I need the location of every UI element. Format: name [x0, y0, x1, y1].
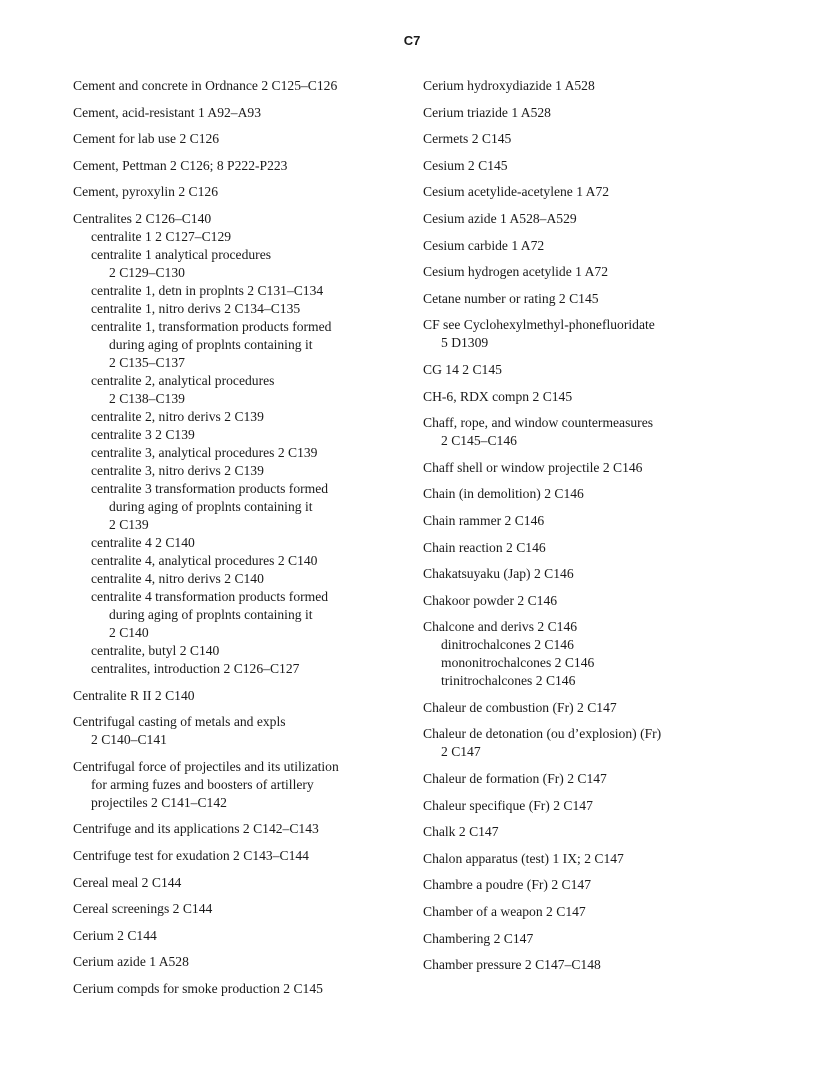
index-subentry: centralite 1, transformation products formed [91, 318, 332, 334]
index-entry-heading: Cesium 2 C145 [423, 157, 508, 173]
index-entry-heading: Chakatsuyaku (Jap) 2 C146 [423, 566, 574, 582]
index-entry-heading: Centralite R II 2 C140 [73, 687, 195, 703]
index-entry [423, 565, 723, 583]
index-entry-heading: Chamber pressure 2 C147–C148 [423, 957, 601, 973]
index-subentry: 5 D1309 [441, 335, 489, 351]
index-subentry: 2 C147 [441, 744, 481, 760]
index-subentry: centralite 3, nitro derivs 2 C139 [91, 462, 264, 478]
index-entry-heading: Centrifugal force of projectiles and its utilization [73, 758, 339, 774]
index-subentry: for arming fuzes and boosters of artillery [91, 776, 314, 792]
index-entry [423, 485, 723, 503]
index-entry-heading: Cement, acid-resistant 1 A92–A93 [73, 104, 262, 120]
index-entry [423, 77, 723, 95]
index-entry [423, 361, 723, 379]
index-entry-heading: Cement, Pettman 2 C126; 8 P222-P223 [73, 157, 288, 173]
index-entry-heading: Chakoor powder 2 C146 [423, 592, 558, 608]
index-entry-heading: Cerium 2 C144 [73, 927, 157, 943]
index-subentry: centralites, introduction 2 C126–C127 [91, 660, 300, 676]
index-subentry: 2 C129–C130 [109, 264, 185, 280]
right-column [423, 77, 723, 983]
index-entry-heading: Chalk 2 C147 [423, 824, 499, 840]
index-entry [423, 157, 723, 175]
index-entry-heading: CG 14 2 C145 [423, 361, 502, 377]
index-entry [73, 77, 403, 95]
index-entry [423, 797, 723, 815]
index-entry [73, 157, 403, 175]
index-entry-heading: Chambering 2 C147 [423, 930, 534, 946]
index-subentry: centralite 2, nitro derivs 2 C139 [91, 408, 264, 424]
index-entry-heading: Cermets 2 C145 [423, 131, 512, 147]
index-subentry: projectiles 2 C141–C142 [91, 794, 227, 810]
index-entry-heading: Centrifugal casting of metals and expls [73, 714, 286, 730]
index-subentry: centralite 4, analytical procedures 2 C140 [91, 552, 318, 568]
index-entry [423, 699, 723, 717]
index-subentry: centralite 1 analytical procedures [91, 246, 272, 262]
index-subentry: centralite 1, detn in proplnts 2 C131–C134 [91, 282, 324, 298]
index-subentry: centralite 4 2 C140 [91, 534, 195, 550]
index-entry [423, 183, 723, 201]
index-entry [423, 770, 723, 788]
index-entry-heading: Cereal meal 2 C144 [73, 874, 182, 890]
index-entry-heading: Cesium hydrogen acetylide 1 A72 [423, 264, 608, 280]
index-entry [423, 850, 723, 868]
index-subentry: centralite 3 transformation products formed [91, 480, 329, 496]
index-entry [73, 210, 403, 678]
index-entry [73, 900, 403, 918]
index-entry [73, 820, 403, 838]
index-entry-heading: Chaleur specifique (Fr) 2 C147 [423, 797, 593, 813]
index-subentry: 2 C139 [109, 516, 149, 532]
index-entry [423, 618, 723, 690]
index-entry [73, 687, 403, 705]
index-entry-heading: Chamber of a weapon 2 C147 [423, 904, 586, 920]
index-entry [423, 263, 723, 281]
index-entry [423, 388, 723, 406]
index-entry-heading: CF see Cyclohexylmethyl-phonefluoridate [423, 317, 655, 333]
index-entry-heading: Chaff, rope, and window countermeasures [423, 415, 654, 431]
index-entry [73, 874, 403, 892]
index-entry [423, 956, 723, 974]
index-subentry: centralite 4 transformation products formed [91, 588, 329, 604]
index-entry [423, 903, 723, 921]
index-entry-heading: Chaleur de detonation (ou d’explosion) (Fr) [423, 726, 662, 742]
index-entry-heading: Cerium compds for smoke production 2 C145 [73, 980, 323, 996]
index-entry-heading: Cesium acetylide-acetylene 1 A72 [423, 184, 610, 200]
index-entry [423, 930, 723, 948]
index-entry [423, 316, 723, 352]
index-entry-heading: Cereal screenings 2 C144 [73, 901, 213, 917]
index-entry [423, 459, 723, 477]
index-subentry: 2 C145–C146 [441, 433, 517, 449]
index-entry [423, 210, 723, 228]
index-subentry: 2 C135–C137 [109, 354, 185, 370]
index-entry [73, 980, 403, 998]
index-subentry: trinitrochalcones 2 C146 [441, 673, 576, 689]
index-entry-heading: Centrifuge test for exudation 2 C143–C144 [73, 847, 309, 863]
index-entry [423, 823, 723, 841]
index-entry-heading: CH-6, RDX compn 2 C145 [423, 388, 573, 404]
index-subentry: 2 C138–C139 [109, 390, 185, 406]
index-subentry: during aging of proplnts containing it [109, 606, 313, 622]
index-entry-heading: Cetane number or rating 2 C145 [423, 290, 599, 306]
index-entry-heading: Chambre a poudre (Fr) 2 C147 [423, 877, 591, 893]
index-entry [423, 290, 723, 308]
index-entry-heading: Cesium carbide 1 A72 [423, 237, 545, 253]
index-entry [73, 130, 403, 148]
index-entry [73, 183, 403, 201]
index-entry [73, 847, 403, 865]
index-entry [73, 104, 403, 122]
index-entry-heading: Chain rammer 2 C146 [423, 512, 545, 528]
index-entry [423, 414, 723, 450]
left-column [73, 77, 403, 1007]
index-subentry: during aging of proplnts containing it [109, 498, 313, 514]
index-entry [73, 758, 403, 812]
index-subentry: centralite 3, analytical procedures 2 C139 [91, 444, 318, 460]
index-entry-heading: Cerium hydroxydiazide 1 A528 [423, 78, 595, 93]
page-number: C7 [403, 33, 421, 48]
index-entry-heading: Centrifuge and its applications 2 C142–C143 [73, 821, 319, 837]
index-entry-heading: Chalcone and derivs 2 C146 [423, 619, 578, 635]
index-entry [73, 927, 403, 945]
index-entry-heading: Chain (in demolition) 2 C146 [423, 486, 584, 502]
index-entry-heading: Cerium azide 1 A528 [73, 954, 189, 970]
index-subentry: centralite 2, analytical procedures [91, 372, 275, 388]
index-entry-heading: Cement for lab use 2 C126 [73, 131, 220, 147]
index-entry [73, 953, 403, 971]
index-subentry: 2 C140 [109, 624, 149, 640]
index-entry [423, 104, 723, 122]
index-subentry: centralite, butyl 2 C140 [91, 642, 220, 658]
index-subentry: during aging of proplnts containing it [109, 336, 313, 352]
index-subentry: centralite 3 2 C139 [91, 426, 195, 442]
index-entry [423, 592, 723, 610]
index-entry [423, 539, 723, 557]
index-entry-heading: Chaff shell or window projectile 2 C146 [423, 459, 643, 475]
index-subentry: dinitrochalcones 2 C146 [441, 637, 574, 653]
index-entry-heading: Chaleur de formation (Fr) 2 C147 [423, 771, 607, 787]
index-entry [423, 130, 723, 148]
index-entry [423, 725, 723, 761]
index-entry-heading: Chain reaction 2 C146 [423, 539, 546, 555]
index-entry [423, 512, 723, 530]
index-entry-heading: Cesium azide 1 A528–A529 [423, 210, 577, 226]
index-entry-heading: Cerium triazide 1 A528 [423, 104, 551, 120]
index-subentry: centralite 1, nitro derivs 2 C134–C135 [91, 300, 301, 316]
index-subentry: centralite 1 2 C127–C129 [91, 228, 232, 244]
index-entry [423, 876, 723, 894]
index-subentry: centralite 4, nitro derivs 2 C140 [91, 570, 264, 586]
index-entry-heading: Centralites 2 C126–C140 [73, 210, 212, 226]
index-subentry: mononitrochalcones 2 C146 [441, 655, 595, 671]
index-entry [73, 713, 403, 749]
index-entry [423, 237, 723, 255]
index-entry-heading: Chalon apparatus (test) 1 IX; 2 C147 [423, 850, 624, 866]
index-entry-heading: Cement, pyroxylin 2 C126 [73, 184, 218, 200]
index-subentry: 2 C140–C141 [91, 732, 167, 748]
index-entry-heading: Chaleur de combustion (Fr) 2 C147 [423, 699, 617, 715]
index-entry-heading: Cement and concrete in Ordnance 2 C125–C126 [73, 78, 338, 93]
